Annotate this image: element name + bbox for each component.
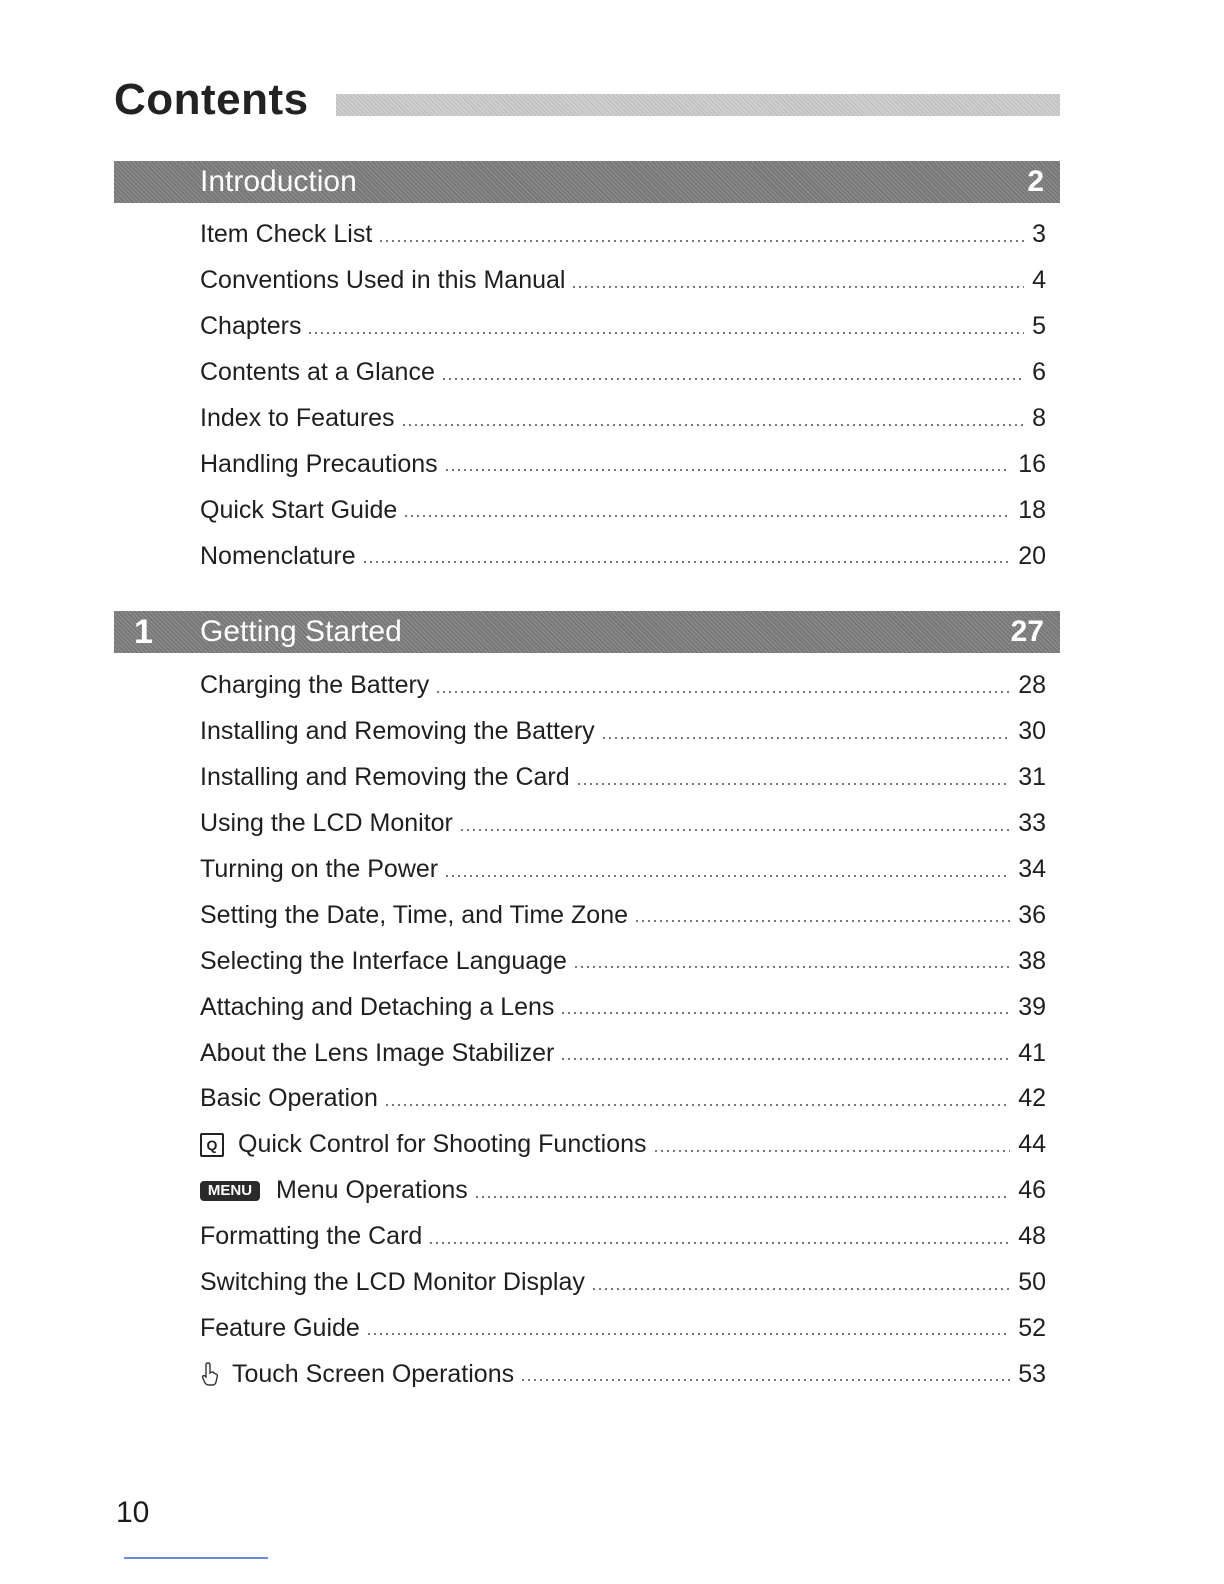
toc-entry-label: Menu Operations bbox=[276, 1176, 468, 1205]
toc-entry-page: 16 bbox=[1018, 449, 1046, 478]
toc-entry-page: 33 bbox=[1018, 809, 1046, 838]
section-title: Introduction bbox=[200, 165, 357, 198]
dot-leader bbox=[571, 286, 1024, 288]
toc-entry[interactable] bbox=[200, 258, 1046, 304]
toc-entry-page: 28 bbox=[1018, 671, 1046, 700]
toc-list-introduction bbox=[200, 212, 1046, 579]
toc-entry[interactable] bbox=[200, 487, 1046, 533]
toc-entry[interactable] bbox=[200, 1305, 1046, 1351]
quick-control-q-icon: Q bbox=[200, 1133, 224, 1157]
toc-entry[interactable] bbox=[200, 847, 1046, 893]
toc-entry-page: 30 bbox=[1018, 717, 1046, 746]
dot-leader bbox=[459, 829, 1010, 831]
menu-button-icon: MENU bbox=[200, 1181, 260, 1201]
toc-entry-label: Handling Precautions bbox=[200, 449, 438, 478]
dot-leader bbox=[366, 1333, 1010, 1335]
toc-entry-page: 50 bbox=[1018, 1268, 1046, 1297]
toc-entry-page: 8 bbox=[1032, 404, 1046, 432]
toc-entry[interactable] bbox=[200, 1260, 1046, 1306]
toc-entry-page: 46 bbox=[1018, 1176, 1046, 1205]
toc-entry-label: Installing and Removing the Card bbox=[200, 763, 570, 792]
toc-entry-label: Quick Control for Shooting Functions bbox=[238, 1130, 647, 1159]
toc-entry-page: 4 bbox=[1032, 266, 1046, 295]
section-page-number: 27 bbox=[1010, 615, 1044, 648]
toc-entry[interactable] bbox=[200, 755, 1046, 801]
dot-leader bbox=[435, 691, 1010, 693]
toc-entry[interactable] bbox=[200, 350, 1046, 396]
toc-entry-label: Using the LCD Monitor bbox=[200, 809, 453, 838]
toc-entry-label: Chapters bbox=[200, 312, 302, 341]
toc-entry[interactable] bbox=[200, 1214, 1046, 1260]
toc-entry[interactable] bbox=[200, 533, 1046, 579]
dot-leader bbox=[474, 1196, 1010, 1198]
toc-entry-label: Conventions Used in this Manual bbox=[200, 266, 566, 295]
section-bar-introduction[interactable] bbox=[114, 161, 1060, 203]
toc-entry[interactable] bbox=[200, 1351, 1046, 1397]
toc-entry-page: 39 bbox=[1018, 992, 1046, 1021]
dot-leader bbox=[401, 424, 1025, 426]
toc-entry[interactable] bbox=[200, 1030, 1046, 1076]
chapter-number: 1 bbox=[134, 613, 153, 651]
dot-leader bbox=[441, 378, 1024, 380]
toc-entry-page: 5 bbox=[1032, 312, 1046, 341]
toc-entry-page: 31 bbox=[1018, 763, 1046, 792]
toc-entry-label: Switching the LCD Monitor Display bbox=[200, 1268, 585, 1297]
toc-entry-page: 44 bbox=[1018, 1130, 1046, 1159]
dot-leader bbox=[403, 515, 1010, 517]
toc-entry[interactable] bbox=[200, 304, 1046, 350]
section-title: Getting Started bbox=[200, 615, 402, 648]
toc-entry-page: 6 bbox=[1032, 358, 1046, 387]
toc-entry-page: 53 bbox=[1018, 1359, 1046, 1388]
toc-entry-page: 42 bbox=[1018, 1084, 1046, 1113]
dot-leader bbox=[384, 1104, 1010, 1106]
toc-entry-label: Basic Operation bbox=[200, 1084, 378, 1113]
toc-entry[interactable] bbox=[200, 709, 1046, 755]
toc-entry[interactable] bbox=[200, 663, 1046, 709]
toc-entry-label: Setting the Date, Time, and Time Zone bbox=[200, 900, 629, 929]
dot-leader bbox=[444, 875, 1010, 877]
page-header bbox=[114, 72, 1060, 128]
toc-entry-page: 3 bbox=[1032, 220, 1046, 249]
toc-entry-label: Touch Screen Operations bbox=[232, 1359, 515, 1388]
dot-leader bbox=[560, 1058, 1010, 1060]
toc-entry[interactable] bbox=[200, 801, 1046, 847]
toc-entry-page: 18 bbox=[1018, 495, 1046, 524]
toc-entry[interactable] bbox=[200, 212, 1046, 258]
toc-entry-label: Formatting the Card bbox=[200, 1222, 423, 1251]
toc-entry-label: Nomenclature bbox=[200, 541, 356, 570]
toc-entry-label: About the Lens Image Stabilizer bbox=[200, 1038, 555, 1067]
toc-entry-label: Turning on the Power bbox=[200, 855, 439, 883]
toc-entry-label: Selecting the Interface Language bbox=[200, 946, 567, 975]
toc-entry-page: 20 bbox=[1018, 541, 1046, 570]
dot-leader bbox=[362, 561, 1011, 563]
dot-leader bbox=[307, 332, 1024, 334]
toc-entry-label: Contents at a Glance bbox=[200, 358, 435, 387]
dot-leader bbox=[573, 966, 1010, 968]
toc-entry-page: 38 bbox=[1018, 946, 1046, 975]
toc-entry-page: 36 bbox=[1018, 900, 1046, 929]
dot-leader bbox=[428, 1242, 1010, 1244]
dot-leader bbox=[576, 783, 1011, 785]
toc-entry-label: Item Check List bbox=[200, 220, 373, 249]
toc-entry-label: Attaching and Detaching a Lens bbox=[200, 992, 555, 1021]
toc-entry[interactable] bbox=[200, 938, 1046, 984]
dot-leader bbox=[520, 1379, 1010, 1381]
toc-entry-label: Quick Start Guide bbox=[200, 495, 398, 524]
dot-leader bbox=[634, 920, 1010, 922]
dot-leader bbox=[653, 1150, 1011, 1152]
toc-entry[interactable] bbox=[200, 441, 1046, 487]
section-bar-getting-started[interactable] bbox=[114, 611, 1060, 653]
dot-leader bbox=[378, 240, 1024, 242]
dot-leader bbox=[560, 1012, 1010, 1014]
dot-leader bbox=[444, 469, 1011, 471]
toc-entry[interactable] bbox=[200, 396, 1046, 442]
toc-entry-page: 48 bbox=[1018, 1222, 1046, 1251]
toc-entry-label: Charging the Battery bbox=[200, 671, 430, 700]
title-decorative-rule bbox=[336, 94, 1060, 116]
toc-entry-label: Index to Features bbox=[200, 404, 395, 432]
dot-leader bbox=[591, 1288, 1010, 1290]
touch-hand-icon bbox=[200, 1361, 220, 1387]
dot-leader bbox=[601, 737, 1011, 739]
toc-entry[interactable] bbox=[200, 1168, 1046, 1214]
toc-entry[interactable] bbox=[200, 892, 1046, 938]
footer-rule bbox=[124, 1557, 268, 1559]
toc-entry-page: 34 bbox=[1018, 855, 1046, 883]
toc-entry-page: 52 bbox=[1018, 1313, 1046, 1342]
toc-list-getting-started bbox=[200, 663, 1046, 1397]
toc-entry[interactable] bbox=[200, 984, 1046, 1030]
section-page-number: 2 bbox=[1027, 165, 1044, 198]
toc-entry-label: Feature Guide bbox=[200, 1313, 360, 1342]
toc-entry-label: Installing and Removing the Battery bbox=[200, 717, 595, 746]
page-number: 10 bbox=[116, 1496, 150, 1529]
toc-entry[interactable] bbox=[200, 1076, 1046, 1122]
toc-entry-page: 41 bbox=[1018, 1038, 1046, 1067]
toc-entry[interactable] bbox=[200, 1122, 1046, 1168]
page-title: Contents bbox=[114, 75, 309, 124]
